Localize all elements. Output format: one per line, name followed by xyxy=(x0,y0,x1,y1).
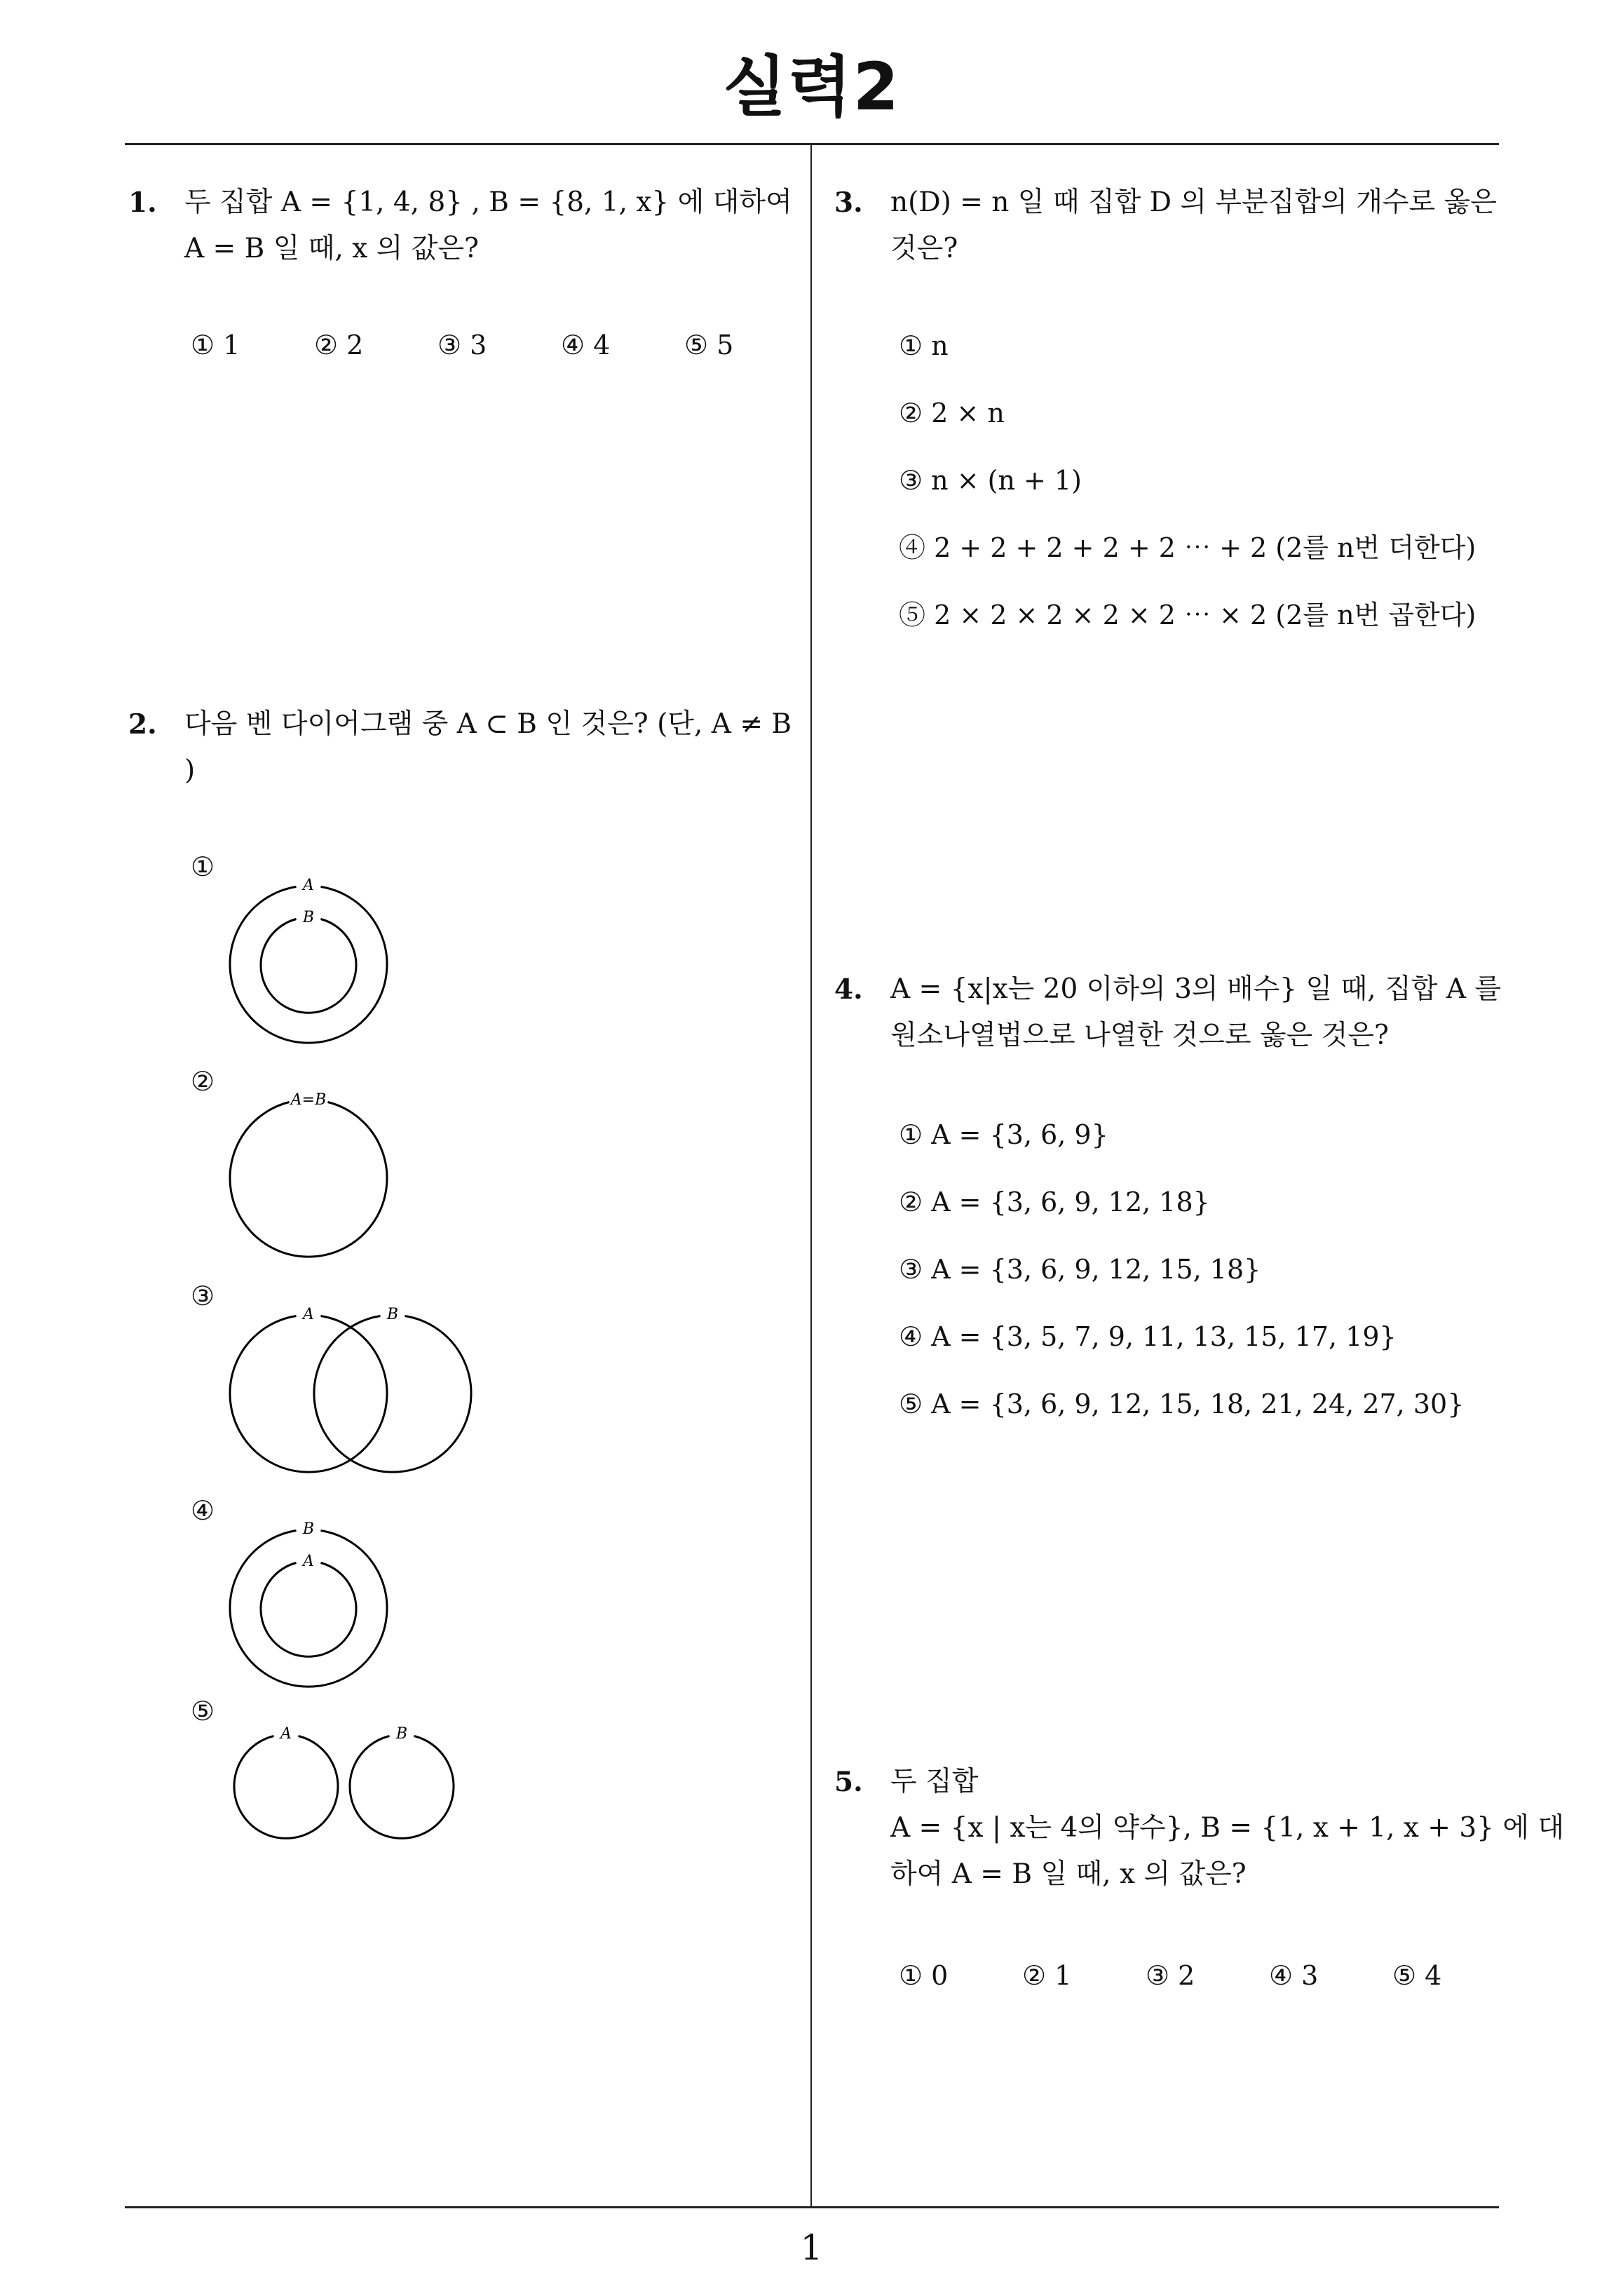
choice-5[interactable]: ⑤ 5 xyxy=(684,330,734,360)
question-5 xyxy=(834,1759,1565,1906)
page-number: 1 xyxy=(800,2227,823,2268)
question-number: 3. xyxy=(834,187,863,219)
question-stem xyxy=(890,966,1501,1059)
choice-2-label[interactable]: ② xyxy=(191,1066,215,1097)
circle-a-equals-b xyxy=(230,1102,387,1257)
choice-4[interactable]: ④ 2 + 2 + 2 + 2 + 2 ⋯ + 2 (2를 n번 더한다) xyxy=(899,532,1476,563)
question-stem xyxy=(890,180,1497,272)
question-stem xyxy=(184,701,792,794)
choice-2[interactable]: ② 2 xyxy=(314,330,364,360)
choice-5[interactable]: ⑤ 2 × 2 × 2 × 2 × 2 ⋯ × 2 (2를 n번 곱한다) xyxy=(899,600,1476,630)
circle-b xyxy=(261,919,356,1013)
label-b: B xyxy=(395,1725,408,1743)
stem-line: 것은? xyxy=(890,233,958,264)
label-a: A xyxy=(303,1306,314,1323)
choice-3-label[interactable]: ③ xyxy=(191,1281,215,1311)
page-title: 실력2 xyxy=(722,49,900,126)
choice-4[interactable]: ④ 4 xyxy=(561,330,611,360)
stem-line: 두 집합 xyxy=(890,1766,979,1797)
question-stem xyxy=(184,180,792,272)
question-number: 1. xyxy=(128,187,157,219)
venn-diagram-2 xyxy=(231,1091,400,1260)
venn-diagram-1 xyxy=(231,877,400,1031)
choice-2[interactable]: ② 1 xyxy=(1022,1960,1072,1991)
stem-line: 다음 벤 다이어그램 중 A ⊂ B 인 것은? (단, A ≠ B xyxy=(184,708,792,740)
choices-q3 xyxy=(899,312,1476,649)
stem-line: ) xyxy=(184,755,196,786)
question-number: 5. xyxy=(834,1766,863,1798)
choice-3[interactable]: ③ 3 xyxy=(437,330,487,360)
circle-a xyxy=(234,1736,338,1839)
label-a-equals-b: A=B xyxy=(290,1091,327,1109)
choice-1-label[interactable]: ① xyxy=(191,851,215,882)
stem-line: A = {x | x는 4의 약수}, B = {1, x + 1, x + 3} 에 대 xyxy=(890,1812,1565,1844)
label-a: A xyxy=(303,877,314,894)
choice-1[interactable]: ① 1 xyxy=(191,330,240,360)
stem-line: A = B 일 때, x 의 값은? xyxy=(184,233,479,264)
footer-rule xyxy=(125,2206,1499,2208)
choice-1[interactable]: ① 0 xyxy=(899,1960,949,1991)
stem-line: n(D) = n 일 때 집합 D 의 부분집합의 개수로 옳은 xyxy=(890,187,1497,218)
question-1 xyxy=(128,180,801,278)
choice-1[interactable]: ① A = {3, 6, 9} xyxy=(899,1119,1108,1150)
label-b: B xyxy=(386,1306,399,1323)
circle-a xyxy=(230,1316,387,1473)
label-a: A xyxy=(303,1553,314,1570)
question-2 xyxy=(128,701,801,799)
question-stem xyxy=(890,1759,1564,1898)
venn-diagram-4 xyxy=(231,1520,400,1675)
choices-q5 xyxy=(899,1960,1441,1991)
choice-1[interactable]: ① n xyxy=(899,330,949,361)
circle-b xyxy=(314,1316,471,1473)
label-b: B xyxy=(302,1520,315,1538)
stem-line: 원소나열법으로 나열한 것으로 옳은 것은? xyxy=(890,1020,1389,1051)
choice-3[interactable]: ③ A = {3, 6, 9, 12, 15, 18} xyxy=(899,1254,1261,1285)
question-number: 4. xyxy=(834,973,863,1006)
choice-5[interactable]: ⑤ A = {3, 6, 9, 12, 15, 18, 21, 24, 27, 30} xyxy=(899,1389,1465,1419)
question-3 xyxy=(834,180,1507,278)
choices-q1 xyxy=(191,330,733,360)
stem-line: 두 집합 A = {1, 4, 8} , B = {8, 1, x} 에 대하여 xyxy=(184,187,792,218)
choice-4-label[interactable]: ④ xyxy=(191,1495,215,1526)
stem-line: 하여 A = B 일 때, x 의 값은? xyxy=(890,1858,1247,1890)
choice-5[interactable]: ⑤ 4 xyxy=(1392,1960,1442,1991)
label-a: A xyxy=(280,1725,292,1743)
choice-2[interactable]: ② A = {3, 6, 9, 12, 18} xyxy=(899,1187,1210,1217)
choice-4[interactable]: ④ A = {3, 5, 7, 9, 11, 13, 15, 17, 19} xyxy=(899,1321,1397,1352)
choice-2[interactable]: ② 2 × n xyxy=(899,398,1005,428)
choice-3[interactable]: ③ n × (n + 1) xyxy=(899,465,1082,496)
question-number: 2. xyxy=(128,708,157,741)
circle-b xyxy=(350,1736,454,1839)
column-divider xyxy=(810,144,812,2208)
stem-line: A = {x|x는 20 이하의 3의 배수} 일 때, 집합 A 를 xyxy=(890,973,1502,1005)
choice-5-label[interactable]: ⑤ xyxy=(191,1696,215,1727)
venn-diagram-3 xyxy=(231,1306,484,1474)
label-b: B xyxy=(302,909,315,926)
circle-a xyxy=(261,1563,356,1657)
header-rule xyxy=(125,143,1499,145)
choices-q4 xyxy=(899,1101,1464,1438)
choice-3[interactable]: ③ 2 xyxy=(1146,1960,1195,1991)
choice-4[interactable]: ④ 3 xyxy=(1269,1960,1319,1991)
question-4 xyxy=(834,966,1507,1065)
venn-diagram-5 xyxy=(231,1727,463,1853)
